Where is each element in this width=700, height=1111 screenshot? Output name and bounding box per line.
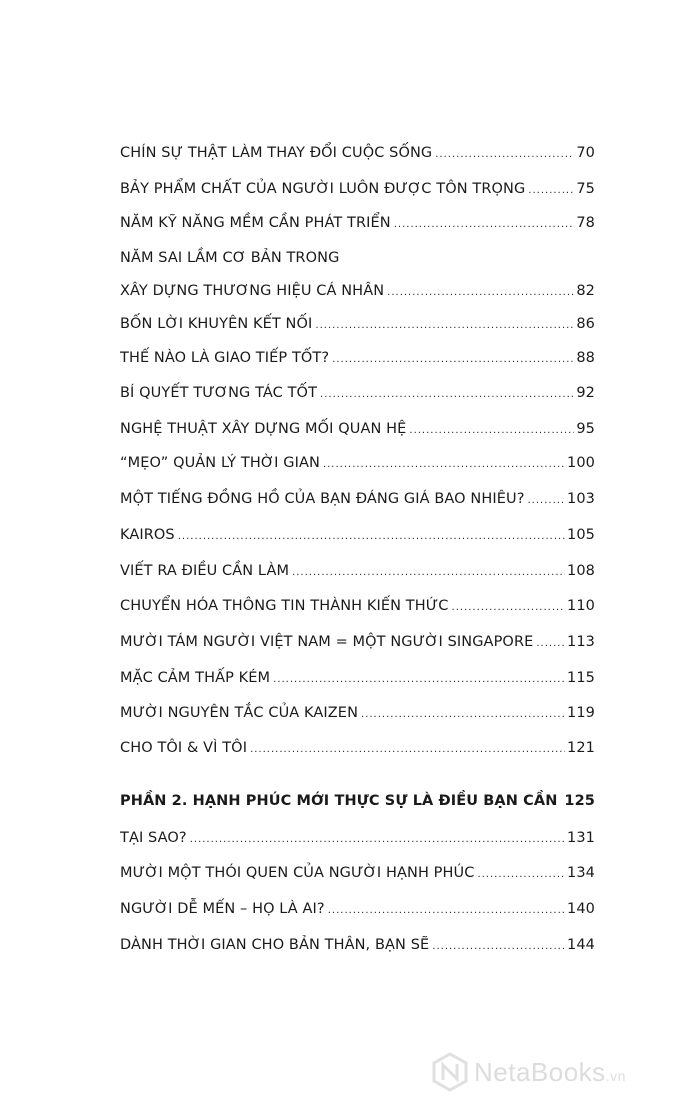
toc-title: “MẸO” QUẢN LÝ THỜI GIAN: [120, 455, 320, 471]
toc-title: XÂY DỰNG THƯƠNG HIỆU CÁ NHÂN: [120, 283, 385, 299]
toc-page: 140: [567, 901, 595, 917]
dot-leader: [528, 180, 574, 200]
dot-leader: [320, 384, 574, 404]
toc-title: THẾ NÀO LÀ GIAO TIẾP TỐT?: [120, 350, 330, 366]
toc-page: 75: [576, 181, 595, 197]
toc-title: TẠI SAO?: [120, 830, 187, 846]
toc-page: 103: [567, 491, 595, 507]
toc-page: 92: [576, 385, 595, 401]
toc-page: 108: [567, 563, 595, 579]
toc-page: 70: [576, 145, 595, 161]
dot-leader: [435, 144, 574, 164]
toc-entry: [120, 315, 595, 335]
dot-leader: [190, 829, 565, 849]
toc-part-heading: [120, 792, 595, 810]
toc-entry-multiline: [120, 249, 595, 302]
toc-page: 144: [567, 937, 595, 953]
toc-page: 113: [567, 634, 595, 650]
toc-entry: [120, 864, 595, 884]
toc-title: VIẾT RA ĐIỀU CẦN LÀM: [120, 563, 290, 579]
toc-entry: [120, 829, 595, 849]
toc-title: NĂM KỸ NĂNG MỀM CẦN PHÁT TRIỂN: [120, 215, 391, 231]
toc-title: CHUYỂN HÓA THÔNG TIN THÀNH KIẾN THỨC: [120, 598, 449, 614]
toc-entry: [120, 704, 595, 724]
toc-page: 100: [567, 455, 595, 471]
toc-page: 86: [576, 316, 595, 332]
dot-leader: [315, 315, 574, 335]
toc-title: MƯỜI MỘT THÓI QUEN CỦA NGƯỜI HẠNH PHÚC: [120, 865, 475, 881]
toc-page: 110: [567, 598, 595, 614]
dot-leader: [452, 597, 565, 617]
dot-leader: [250, 739, 565, 759]
toc-title: BÍ QUYẾT TƯƠNG TÁC TỐT: [120, 385, 318, 401]
netabooks-logo-icon: [432, 1052, 468, 1092]
toc-page: 82: [576, 283, 595, 299]
toc-title: DÀNH THỜI GIAN CHO BẢN THÂN, BẠN SẼ: [120, 937, 430, 953]
dot-leader: [332, 349, 574, 369]
toc-title: CHO TÔI & VÌ TÔI: [120, 740, 248, 756]
toc-title: NGHỆ THUẬT XÂY DỰNG MỐI QUAN HỆ: [120, 421, 407, 437]
toc-entry: [120, 900, 595, 920]
toc-page: 78: [576, 215, 595, 231]
toc-page: 121: [567, 740, 595, 756]
toc-page: 134: [567, 865, 595, 881]
dot-leader: [323, 454, 565, 474]
part-page: 125: [564, 793, 595, 809]
watermark-text: [474, 1057, 626, 1088]
toc-entry: [120, 180, 595, 200]
toc-page: 95: [576, 421, 595, 437]
toc-entry: [120, 936, 595, 956]
toc-entry: [120, 384, 595, 404]
dot-leader: [361, 704, 565, 724]
toc-title: BẢY PHẨM CHẤT CỦA NGƯỜI LUÔN ĐƯỢC TÔN TRỌNG: [120, 181, 526, 197]
dot-leader: [387, 282, 574, 302]
toc-page: 119: [567, 705, 595, 721]
dot-leader: [394, 214, 575, 234]
watermark-suffix: .vn: [605, 1067, 626, 1084]
dot-leader: [477, 864, 565, 884]
toc-entry: [120, 597, 595, 617]
toc-title: KAIROS: [120, 527, 175, 543]
watermark: [432, 1052, 626, 1092]
toc-entry: [120, 144, 595, 164]
toc-entry: [120, 739, 595, 759]
toc-title: MẶC CẢM THẤP KÉM: [120, 670, 271, 686]
toc-title: BỐN LỜI KHUYÊN KẾT NỐI: [120, 316, 313, 332]
dot-leader: [273, 669, 565, 689]
dot-leader: [178, 526, 565, 546]
toc-entry: [120, 349, 595, 369]
toc-entry: [120, 454, 595, 474]
toc-entry: [120, 526, 595, 546]
dot-leader: [409, 420, 574, 440]
watermark-brand: NetaBooks: [474, 1056, 606, 1087]
part-title: PHẦN 2. HẠNH PHÚC MỚI THỰC SỰ LÀ ĐIỀU BẠN CẦN: [120, 793, 558, 809]
toc-title: MỘT TIẾNG ĐỒNG HỒ CỦA BẠN ĐÁNG GIÁ BAO NHIÊU?: [120, 491, 525, 507]
toc-page: 131: [567, 830, 595, 846]
toc-entry: [120, 490, 595, 510]
toc-title-line1: NĂM SAI LẦM CƠ BẢN TRONG: [120, 250, 340, 266]
dot-leader: [536, 633, 565, 653]
toc-title: MƯỜI TÁM NGƯỜI VIỆT NAM = MỘT NGƯỜI SINGAPORE: [120, 634, 534, 650]
toc-entry: [120, 633, 595, 653]
toc-entry: [120, 562, 595, 582]
dot-leader: [328, 900, 565, 920]
toc-entry: [120, 214, 595, 234]
toc-page: 88: [576, 350, 595, 366]
toc-entry: [120, 669, 595, 689]
toc-title: NGƯỜI DỄ MẾN – HỌ LÀ AI?: [120, 901, 325, 917]
toc-page: 105: [567, 527, 595, 543]
toc-title: MƯỜI NGUYÊN TẮC CỦA KAIZEN: [120, 705, 359, 721]
toc-title: CHÍN SỰ THẬT LÀM THAY ĐỔI CUỘC SỐNG: [120, 145, 433, 161]
dot-leader: [292, 562, 565, 582]
dot-leader: [432, 936, 565, 956]
toc-entry: [120, 420, 595, 440]
dot-leader: [528, 490, 566, 510]
toc-page: 115: [567, 670, 595, 686]
